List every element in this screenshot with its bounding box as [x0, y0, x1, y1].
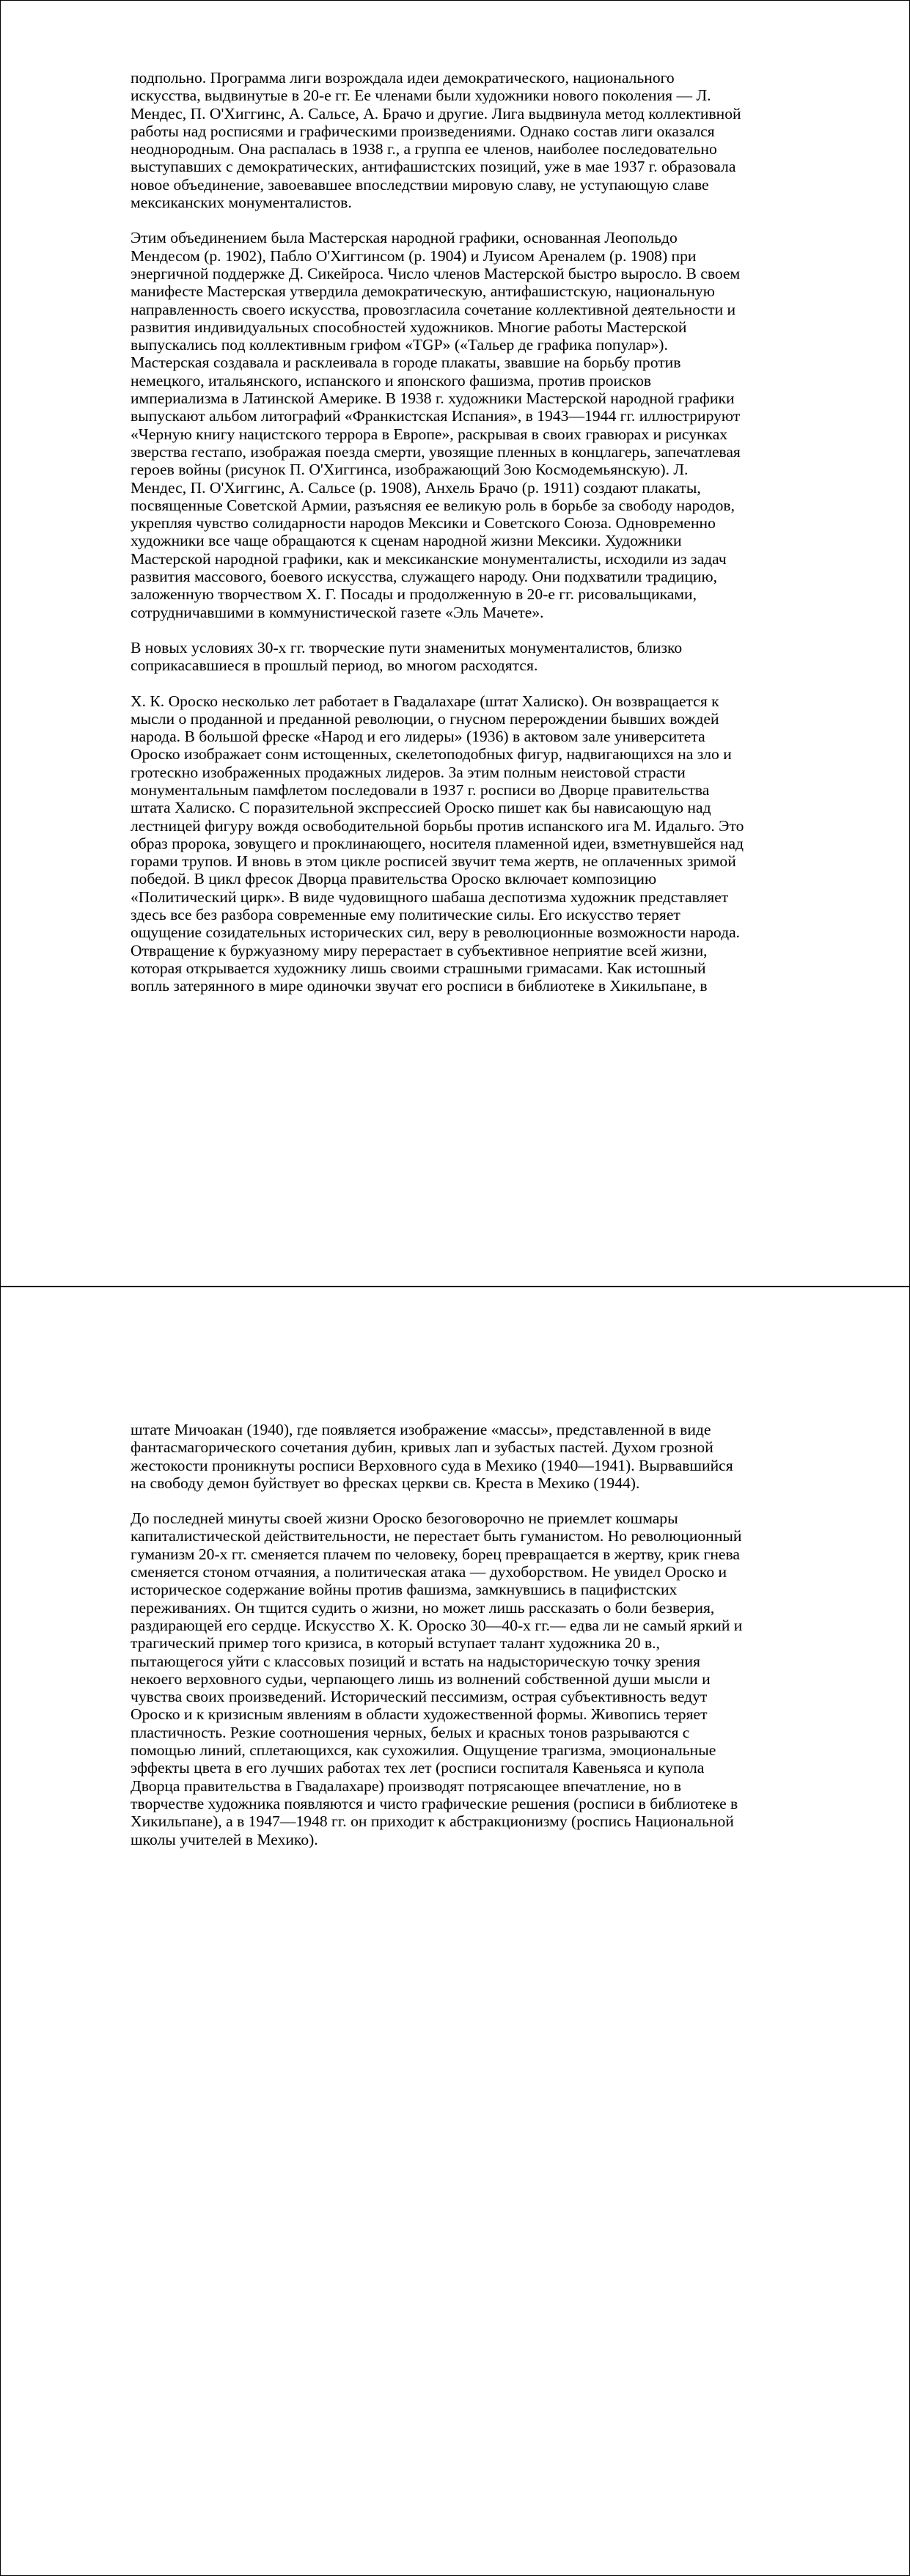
paragraph: В новых условиях 30-х гг. творческие пути знаменитых монументалистов, близко соприкасавшиеся в прошлый период, во многом расходятся. [131, 638, 683, 675]
paragraph: Этим объединением была Мастерская народной графики, основанная Леопольдо Мендесом (р. 1902), Пабло О'Хиггинсом (р. 1904) и Луисом Ареналем (р. 1908) при энергичной поддержке Д. Сикейроса. Число членов Мастерской быстро выросло. В своем манифесте Мастерская утвердила демократическую, антифашистскую, национальную направленность своего искусства, провозгласила сочетание коллективной деятельности и развития индивидуальных способностей художников. Многие работы Мастерской выпускались под коллективным грифом «TGP» («Тальер де графика популар»). Мастерская создавала и расклеивала в городе плакаты, звавшие на борьбу против немецкого, итальянского, испанского и японского фашизма, против происков империализма в Латинской Америке. В 1938 г. художники Мастерской народной графики выпускают альбом литографий «Франкистская Испания», в 1943—1944 гг. иллюстрируют «Черную книгу нацистского террора в Европе», раскрывая в своих гравюрах и рисунках зверства гестапо, изображая поезда смерти, увозящие пленных в концлагерь, запечатлевая героев войны (рисунок П. О'Хиггинса, изображающий Зою Космодемьянскую). Л. Мендес, П. О'Хиггинс, А. Сальсе (р. 1908), Анхель Брачо (р. 1911) создают плакаты, посвященные Советской Армии, разъясняя ее великую роль в борьбе за свободу народов, укрепляя чувство солидарности народов Мексики и Советского Союза. Одновременно художники все чаще обращаются к сценам народной жизни Мексики. Художники Мастерской народной графики, как и мексиканские монументалисты, исходили из задач развития массового, боевого искусства, служащего народу. Они подхватили традицию, заложенную творчеством Х. Г. Посады и продолженную в 20-е гг. рисовальщиками, сотрудничавшими в коммунистической газете «Эль Мачете». [131, 229, 741, 621]
paragraph: Х. К. Ороско несколько лет работает в Гвадалахаре (штат Халиско). Он возвращается к мысли о проданной и преданной революции, о гнусном перерождении бывших вождей народа. В большой фреске «Народ и его лидеры» (1936) в актовом зале университета Ороско изображает сонм истощенных, скелетоподобных фигур, надвигающихся на зло и гротескно изображенных продажных лидеров. За этим полным неистовой страсти монументальным памфлетом последовали в 1937 г. росписи во Дворце правительства штата Халиско. С поразительной экспрессией Ороско пишет как бы нависающую над лестницей фигуру вождя освободительной борьбы против испанского ига М. Идальго. Это образ пророка, зовущего и проклинающего, носителя пламенной идеи, взметнувшейся над горами трупов. И вновь в этом цикле росписей звучит тема жертв, не оплаченных зримой победой. В цикл фресок Дворца правительства Ороско включает композицию «Политический цирк». В виде чудовищного шабаша деспотизма художник представляет здесь все без разбора современные ему политические силы. Его искусство теряет ощущение созидательных исторических сил, веру в революционные возможности народа. Отвращение к буржуазному миру перерастает в субъективное неприятие всей жизни, которая открывается художнику лишь своими страшными гримасами. Как истошный вопль затерянного в мире одиночки звучат его росписи в библиотеке в Хикильпане, в [131, 692, 744, 995]
paragraph: До последней минуты своей жизни Ороско безоговорочно не приемлет кошмары капиталистической действительности, не перестает быть гуманистом. Но революционный гуманизм 20-х гг. сменяется плачем по человеку, борец превращается в жертву, крик гнева сменяется стоном отчаяния, а политическая атака — духоборством. Не увидел Ороско и историческое содержание войны против фашизма, замкнувшись в пацифистских переживаниях. Он тщится судить о жизни, но может лишь рассказать о боли безверия, раздирающей его сердце. Искусство Х. К. Ороско 30—40-х гг.— едва ли не самый яркий и трагический пример того кризиса, в который вступает талант художника 20 в., пытающегося уйти с классовых позиций и встать на надысторическую точку зрения некоего верховного судьи, черпающего лишь из волнений собственной души мысли и чувства своих произведений. Исторический пессимизм, острая субъективность ведут Ороско и к кризисным явлениям в области художественной формы. Живопись теряет пластичность. Резкие соотношения черных, белых и красных тонов разрываются с помощью линий, сплетающихся, как сухожилия. Ощущение трагизма, эмоциональные эффекты цвета в его лучших работах тех лет (росписи госпиталя Кавеньяса и купола Дворца правительства в Гвадалахаре) производят потрясающее впечатление, но в творчестве художника появляются и чисто графические решения (росписи в библиотеке в Хикильпане), а в 1947—1948 гг. он приходит к абстракционизму (роспись Национальной школы учителей в Мехико). [131, 1510, 743, 1848]
document-page-2 [0, 1287, 910, 2576]
page-2-text [131, 1421, 873, 1866]
paragraph: штате Мичоакан (1940), где появляется изображение «массы», представленной в виде фантасмагорического сочетания дубин, кривых лап и зубастых пастей. Духом грозной жестокости проникнуты росписи Верховного суда в Мехико (1940—1941). Вырвавшийся на свободу демон буйствует во фресках церкви св. Креста в Мехико (1944). [131, 1421, 733, 1492]
paragraph: подпольно. Программа лиги возрождала идеи демократического, национального искусства, выдвинутые в 20-е гг. Ее членами были художники нового поколения — Л. Мендес, П. О'Хиггинс, А. Сальсе, А. Брачо и другие. Лига выдвинула метод коллективной работы над росписями и графическими произведениями. Однако состав лиги оказался неоднородным. Она распалась в 1938 г., а группа ее членов, наиболее последовательно выступавших с демократических, антифашистских позиций, уже в мае 1937 г. образовала новое объединение, завоевавшее впоследствии мировую славу, не уступающую славе мексиканских монументалистов. [131, 69, 741, 212]
document-page-1 [0, 0, 910, 1287]
page-1-text [131, 69, 873, 1013]
